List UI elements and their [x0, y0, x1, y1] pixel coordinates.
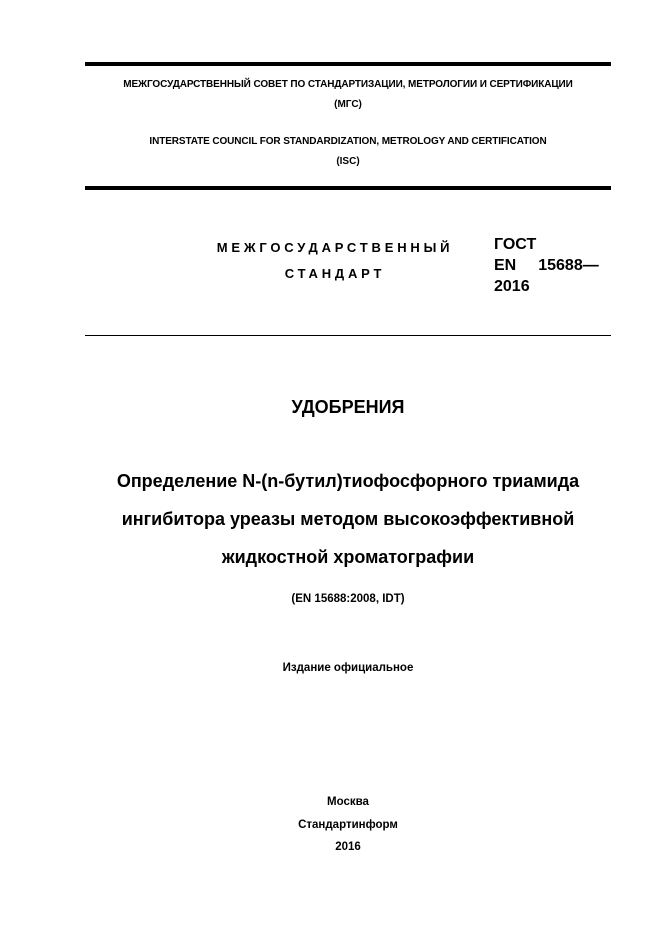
subtitle-line: ингибитора уреазы методом высокоэффективной: [121, 509, 575, 529]
header-bottom-rule: [85, 186, 611, 190]
standard-kind-line2: СТАНДАРТ: [284, 266, 386, 281]
title-block-rule: [85, 335, 611, 336]
imprint-city: Москва: [327, 796, 369, 808]
equivalence-note: (EN 15688:2008, IDT): [291, 593, 405, 605]
standard-code-gost: ГОСТ: [494, 236, 537, 253]
document-subtitle: [70, 462, 626, 576]
imprint-year: 2016: [335, 841, 361, 853]
standard-code-year: 2016: [494, 278, 530, 295]
council-abbr-en: (ISC): [336, 156, 360, 167]
document-title: УДОБРЕНИЯ: [291, 397, 405, 417]
standard-kind-line1: МЕЖГОСУДАРСТВЕННЫЙ: [216, 240, 454, 255]
standard-code-number: 15688—: [538, 257, 599, 274]
edition-note: Издание официальное: [282, 662, 414, 674]
top-rule: [85, 62, 611, 66]
council-name-en: INTERSTATE COUNCIL FOR STANDARDIZATION, METROLOGY AND CERTIFICATION: [149, 136, 547, 147]
standard-code-number-line: [494, 255, 624, 276]
imprint-publisher: Стандартинформ: [298, 818, 398, 831]
subtitle-line: Определение N-(n-бутил)тиофосфорного триамида: [116, 471, 580, 491]
imprint: [85, 791, 611, 859]
subtitle-line: жидкостной хроматографии: [221, 547, 475, 567]
standard-code: [494, 234, 624, 297]
council-name-ru: МЕЖГОСУДАРСТВЕННЫЙ СОВЕТ ПО СТАНДАРТИЗАЦИИ, МЕТРОЛОГИИ И СЕРТИФИКАЦИИ: [123, 79, 573, 90]
council-abbr-ru: (МГС): [334, 99, 362, 110]
standard-code-prefix: EN: [494, 257, 517, 274]
